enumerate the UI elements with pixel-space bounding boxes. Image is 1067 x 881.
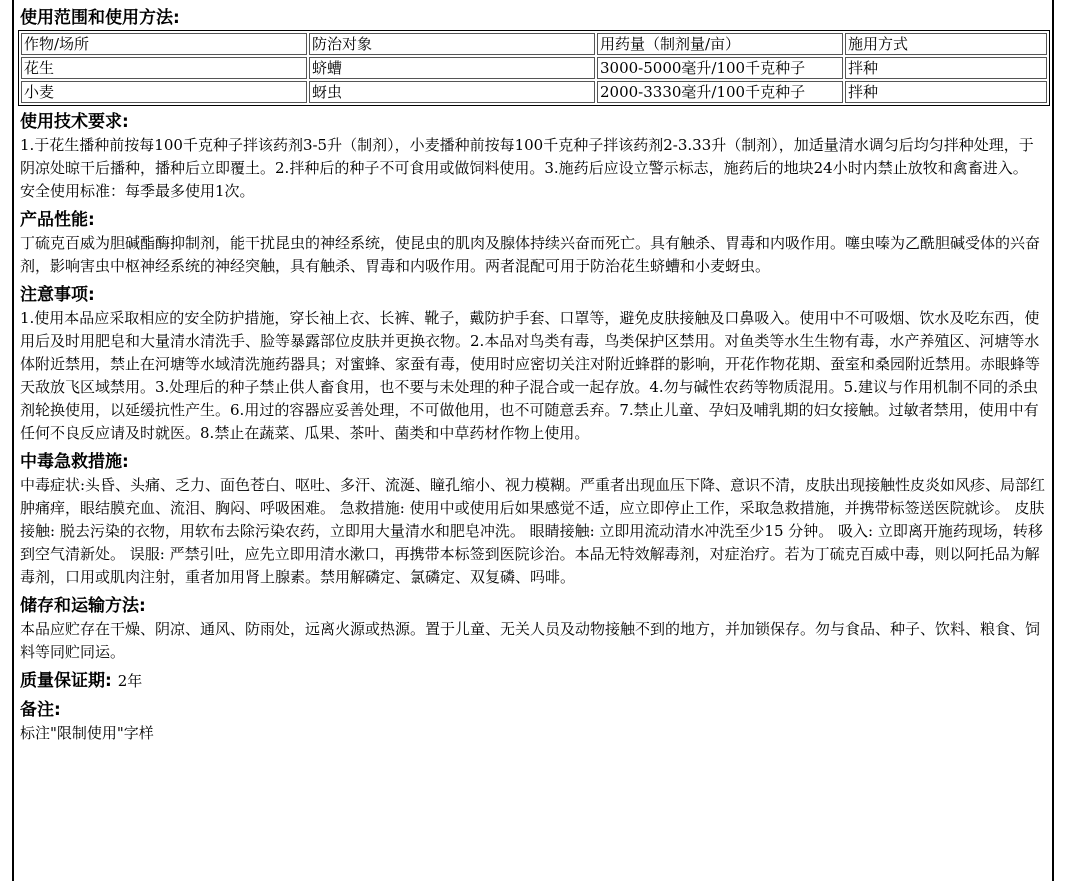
performance-title: 产品性能: (20, 210, 95, 230)
remarks-title: 备注: (20, 700, 61, 720)
performance-text: 丁硫克百威为胆碱酯酶抑制剂，能干扰昆虫的神经系统，使昆虫的肌肉及腺体持续兴奋而死亡。具有触杀、胃毒和内吸作用。噻虫嗪为乙酰胆碱受体的兴奋剂，影响害虫中枢神经系统的神经突触，具有触杀、胃毒和内吸作用。两者混配可用于防治花生蛴螬和小麦蚜虫。 (20, 234, 1041, 275)
table-header-row (21, 33, 1047, 55)
cell-method: 拌种 (845, 57, 1047, 79)
table-row (21, 57, 1047, 79)
label-document (12, 0, 1054, 881)
cell-target: 蛴螬 (309, 57, 595, 79)
precautions-title: 注意事项: (20, 285, 95, 305)
firstaid-title: 中毒急救措施: (20, 452, 129, 472)
storage-text: 本品应贮存在干燥、阴凉、通风、防雨处，远离火源或热源。置于儿童、无关人员及动物接触不到的地方，并加锁保存。勿与食品、种子、饮料、粮食、饲料等同贮同运。 (20, 620, 1041, 661)
tech-title: 使用技术要求: (20, 112, 129, 132)
usage-table (18, 30, 1050, 106)
usage-title: 使用范围和使用方法: (20, 8, 180, 28)
warranty-heading (20, 669, 1046, 693)
firstaid-text: 中毒症状:头昏、头痛、乏力、面色苍白、呕吐、多汗、流涎、瞳孔缩小、视力模糊。严重者出现血压下降、意识不清，皮肤出现接触性皮炎如风疹、局部红肿痛痒，眼结膜充血、流泪、胸闷、呼吸困难。 急救措施: 使用中或使用后如果感觉不适，应立即停止工作，采取急救措施，并携带标签送医院就诊。 皮肤接触: 脱去污染的衣物，用软布去除污染农药，立即用大量清水和肥皂冲洗。 眼睛接触: 立即用流动清水冲洗至少15 分钟。 吸入: 立即离开施药现场，转移到空气清新处。 误服: 严禁引吐，应先立即用清水漱口，再携带本标签到医院诊治。本品无特效解毒剂，对症治疗。若为丁硫克百威中毒，则以阿托品为解毒剂，口用或肌肉注射，重者加用肾上腺素。禁用解磷定、氯磷定、双复磷、吗啡。 (20, 476, 1046, 586)
remarks-text: 标注"限制使用"字样 (20, 724, 154, 742)
header-target: 防治对象 (309, 33, 595, 55)
header-crop: 作物/场所 (21, 33, 307, 55)
storage-title: 储存和运输方法: (20, 596, 146, 616)
cell-dosage: 3000-5000毫升/100千克种子 (597, 57, 843, 79)
warranty-value: 2年 (117, 672, 143, 690)
table-row (21, 81, 1047, 103)
cell-crop: 小麦 (21, 81, 307, 103)
header-dosage: 用药量（制剂量/亩） (597, 33, 843, 55)
precautions-text: 1.使用本品应采取相应的安全防护措施，穿长袖上衣、长裤、靴子，戴防护手套、口罩等，避免皮肤接触及口鼻吸入。使用中不可吸烟、饮水及吃东西，使用后及时用肥皂和大量清水清洗手、脸等暴露部位皮肤并更换衣物。2.本品对鸟类有毒，鸟类保护区禁用。对鱼类等水生生物有毒，水产养殖区、河塘等水体附近禁用，禁止在河塘等水域清洗施药器具；对蜜蜂、家蚕有毒，使用时应密切关注对附近蜂群的影响，开花作物花期、蚕室和桑园附近禁用。赤眼蜂等天敌放飞区域禁用。3.处理后的种子禁止供人畜食用，也不要与未处理的种子混合或一起存放。4.勿与碱性农药等物质混用。5.建议与作用机制不同的杀虫剂轮换使用，以延缓抗性产生。6.用过的容器应妥善处理，不可做他用，也不可随意丢弃。7.禁止儿童、孕妇及哺乳期的妇女接触。过敏者禁用，使用中有任何不良反应请及时就医。8.禁止在蔬菜、瓜果、茶叶、菌类和中草药材作物上使用。 (20, 309, 1041, 442)
cell-crop: 花生 (21, 57, 307, 79)
tech-text: 1.于花生播种前按每100千克种子拌该药剂3-5升（制剂），小麦播种前按每100千克种子拌该药剂2-3.33升（制剂），加适量清水调匀后均匀拌种处理，于阴凉处晾干后播种，播种后立即覆土。2.拌种后的种子不可食用或做饲料使用。3.施药后应设立警示标志，施药后的地块24小时内禁止放牧和禽畜进入。 安全使用标准：每季最多使用1次。 (20, 136, 1034, 200)
cell-target: 蚜虫 (309, 81, 595, 103)
warranty-title: 质量保证期: (20, 671, 112, 691)
cell-method: 拌种 (845, 81, 1047, 103)
cell-dosage: 2000-3330毫升/100千克种子 (597, 81, 843, 103)
header-method: 施用方式 (845, 33, 1047, 55)
